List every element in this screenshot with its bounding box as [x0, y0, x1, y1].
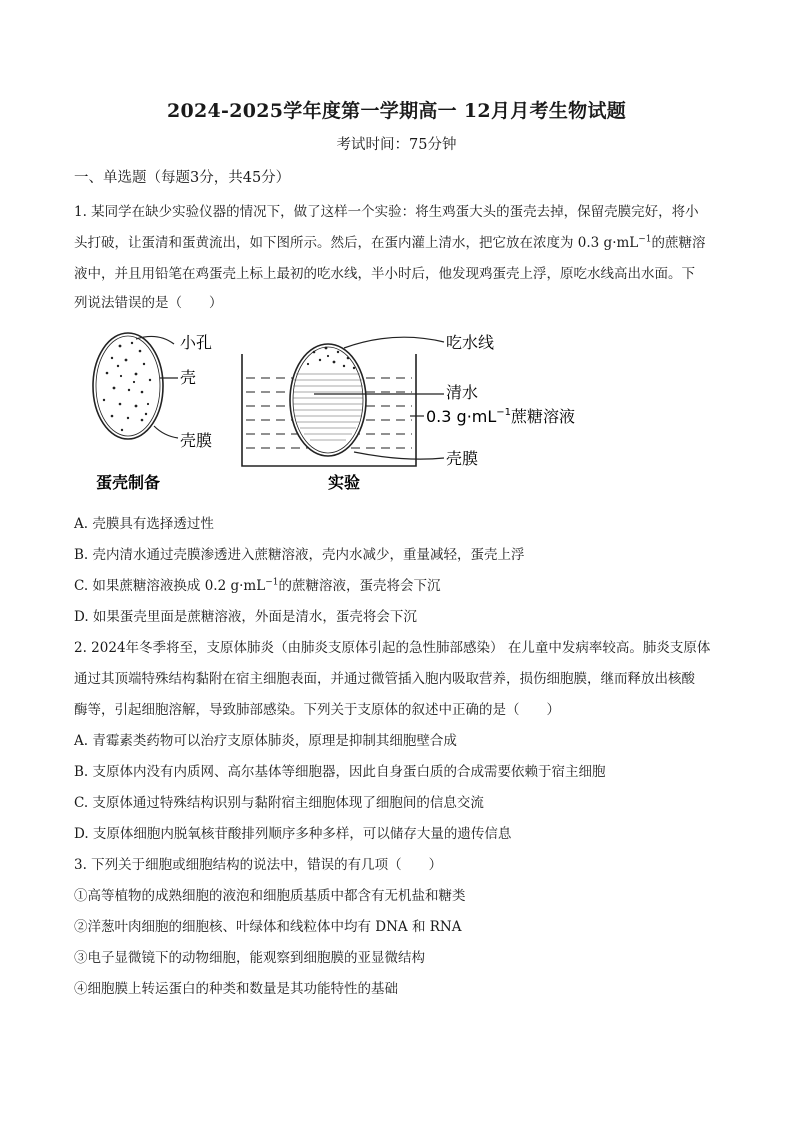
- q2-line-1: 2. 2024年冬季将至，支原体肺炎（由肺炎支原体引起的急性肺部感染） 在儿童中发病率较高。肺炎支原体: [74, 640, 711, 656]
- label-water: 清水: [446, 383, 479, 402]
- q2-option-a: A. 青霉素类药物可以治疗支原体肺炎，原理是抑制其细胞壁合成: [74, 733, 457, 749]
- section-heading: 一、单选题（每题3分，共45分）: [74, 170, 291, 186]
- q1-line-3: 液中，并且用铅笔在鸡蛋壳上标上最初的吃水线，半小时后，他发现鸡蛋壳上浮，原吃水线高出水面。下: [74, 266, 695, 282]
- q1-line-2: 头打破，让蛋清和蛋黄流出，如下图所示。然后，在蛋内灌上清水，把它放在浓度为 0.3 $g\cdot mL^{-1}$的蔗糖溶: [74, 234, 706, 251]
- q1-option-b: B. 壳内清水通过壳膜渗透进入蔗糖溶液，壳内水减少，重量减轻，蛋壳上浮: [74, 547, 525, 563]
- q2-option-c: C. 支原体通过特殊结构识别与黏附宿主细胞体现了细胞间的信息交流: [74, 795, 484, 811]
- label-waterline: 吃水线: [446, 333, 495, 352]
- q1-option-c: C. 如果蔗糖溶液换成 0.2 $g\cdot mL^{-1}$的蔗糖溶液，蛋壳将会下沉: [74, 577, 441, 594]
- exam-duration: 考试时间：75分钟: [336, 137, 457, 153]
- q2-line-3: 酶等，引起细胞溶解，导致肺部感染。下列关于支原体的叙述中正确的是（ ）: [74, 702, 560, 718]
- label-sucrose-solution: 0.3 $g\cdot mL^{-1}$蔗糖溶液: [426, 407, 576, 426]
- q3-line-1: 3. 下列关于细胞或细胞结构的说法中，错误的有几项（ ）: [74, 857, 443, 873]
- q1-option-a: A. 壳膜具有选择透过性: [74, 516, 214, 532]
- egg-experiment-figure: [74, 318, 634, 498]
- q1-option-d: D. 如果蛋壳里面是蔗糖溶液，外面是清水，蛋壳将会下沉: [74, 609, 417, 625]
- caption-preparation: 蛋壳制备: [96, 473, 161, 492]
- q3-item-1: ①高等植物的成熟细胞的液泡和细胞质基质中都含有无机盐和糖类: [74, 888, 466, 904]
- q2-line-2: 通过其顶端特殊结构黏附在宿主细胞表面，并通过微管插入胞内吸取营养，损伤细胞膜，继而释放出核酸: [74, 671, 695, 687]
- q1-line-1: 1. 某同学在缺少实验仪器的情况下，做了这样一个实验：将生鸡蛋大头的蛋壳去掉，保留壳膜完好，将小: [74, 204, 699, 220]
- prepared-egg-shell: [93, 333, 178, 439]
- q3-item-3: ③电子显微镜下的动物细胞，能观察到细胞膜的亚显微结构: [74, 950, 425, 966]
- label-membrane-right: 壳膜: [446, 449, 479, 468]
- label-shell: 壳: [180, 368, 197, 387]
- q1-line-4: 列说法错误的是（ ）: [74, 295, 223, 311]
- exam-title: 2024-2025学年度第一学期高一 12月月考生物试题: [166, 100, 627, 122]
- experiment-container: [242, 337, 444, 466]
- label-membrane-left: 壳膜: [180, 431, 213, 450]
- q2-option-d: D. 支原体细胞内脱氧核苷酸排列顺序多种多样，可以储存大量的遗传信息: [74, 826, 512, 842]
- caption-experiment: 实验: [328, 473, 361, 492]
- q3-item-4: ④细胞膜上转运蛋白的种类和数量是其功能特性的基础: [74, 981, 398, 997]
- label-hole: 小孔: [180, 333, 213, 352]
- q3-item-2: ②洋葱叶肉细胞的细胞核、叶绿体和线粒体中均有 DNA 和 RNA: [74, 919, 462, 935]
- q2-option-b: B. 支原体内没有内质网、高尔基体等细胞器，因此自身蛋白质的合成需要依赖于宿主细胞: [74, 764, 606, 780]
